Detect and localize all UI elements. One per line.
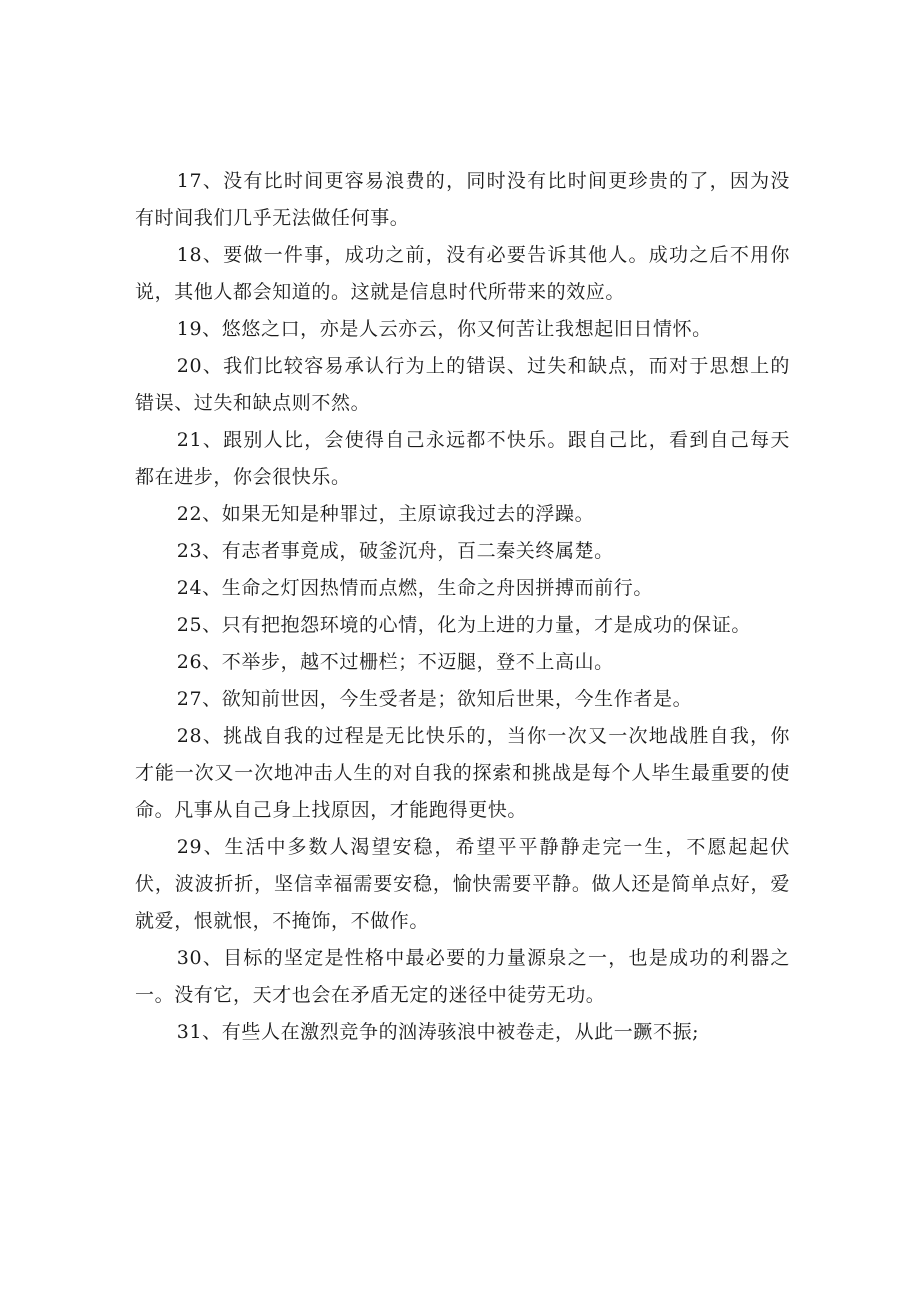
paragraph-19: 19、悠悠之口，亦是人云亦云，你又何苦让我想起旧日情怀。 [176, 318, 712, 340]
document-body [135, 163, 790, 1051]
paragraph-24: 24、生命之灯因热情而点燃，生命之舟因拼搏而前行。 [176, 577, 653, 599]
paragraph-21: 21、跟别人比，会使得自己永远都不快乐。跟自己比，看到自己每天都在进步，你会很快乐。 [135, 429, 790, 488]
paragraph-22: 22、如果无知是种罪过，主原谅我过去的浮躁。 [176, 503, 595, 525]
paragraph-28: 28、挑战自我的过程是无比快乐的，当你一次又一次地战胜自我，你才能一次又一次地冲击人生的对自我的探索和挑战是每个人毕生最重要的使命。凡事从自己身上找原因，才能跑得更快。 [135, 725, 790, 821]
paragraph-29: 29、生活中多数人渴望安稳，希望平平静静走完一生，不愿起起伏伏，波波折折，坚信幸福需要安稳，愉快需要平静。做人还是简单点好，爱就爱，恨就恨，不掩饰，不做作。 [135, 836, 790, 932]
paragraph-27: 27、欲知前世因，今生受者是；欲知后世果，今生作者是。 [176, 688, 693, 710]
paragraph-17: 17、没有比时间更容易浪费的，同时没有比时间更珍贵的了，因为没有时间我们几乎无法做任何事。 [135, 170, 790, 229]
paragraph-30: 30、目标的坚定是性格中最必要的力量源泉之一，也是成功的利器之一。没有它，天才也会在矛盾无定的迷径中徒劳无功。 [135, 947, 790, 1006]
paragraph-18: 18、要做一件事，成功之前，没有必要告诉其他人。成功之后不用你说，其他人都会知道的。这就是信息时代所带来的效应。 [135, 244, 790, 303]
paragraph-23: 23、有志者事竟成，破釜沉舟，百二秦关终属楚。 [176, 540, 614, 562]
paragraph-26: 26、不举步，越不过栅栏；不迈腿，登不上高山。 [176, 651, 614, 673]
paragraph-25: 25、只有把抱怨环境的心情，化为上进的力量，才是成功的保证。 [176, 614, 751, 636]
paragraph-20: 20、我们比较容易承认行为上的错误、过失和缺点，而对于思想上的错误、过失和缺点则不然。 [135, 355, 790, 414]
paragraph-31: 31、有些人在激烈竞争的汹涛骇浪中被卷走，从此一蹶不振; [176, 1021, 700, 1043]
